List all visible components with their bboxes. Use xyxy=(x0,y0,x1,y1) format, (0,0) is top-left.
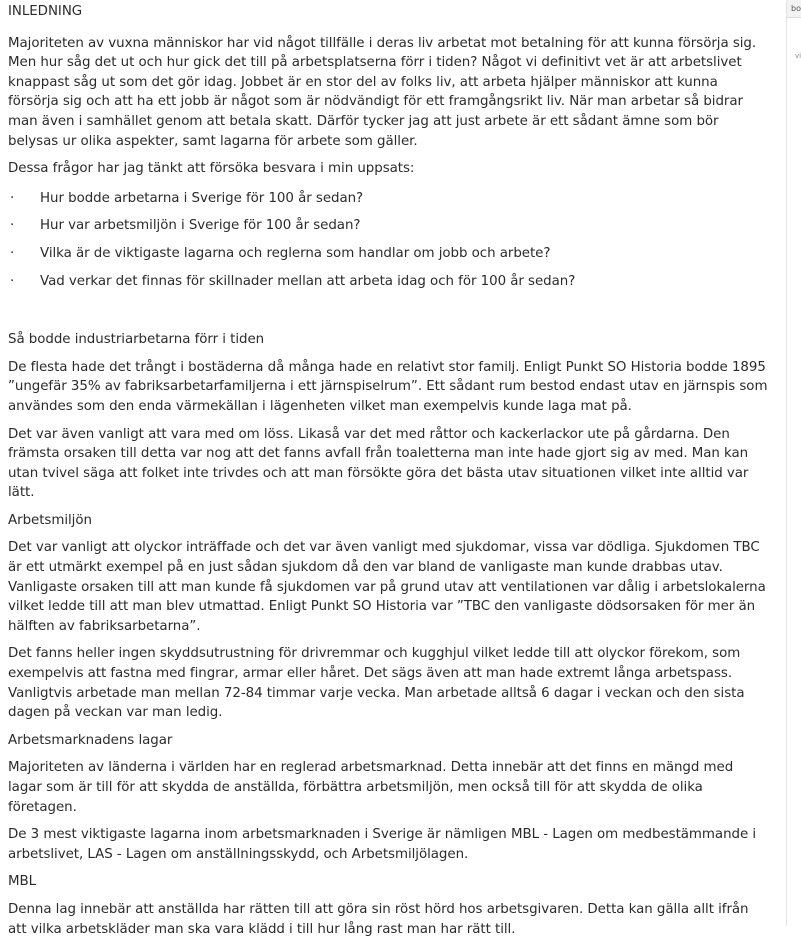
bullet-icon: · xyxy=(10,245,15,261)
question-text: Hur bodde arbetarna i Sverige för 100 år sedan? xyxy=(40,190,364,206)
labor-law-paragraph: De 3 mest viktigaste lagarna inom arbetsmarknaden i Sverige är nämligen MBL - Lagen om medbestämmande i arbetslivet, LAS - Lagen om anställningsskydd, och Arbetsmiljölagen. xyxy=(8,827,757,862)
questions-intro: Dessa frågor har jag tänkt att försöka besvara i min uppsats: xyxy=(8,161,415,177)
work-env-paragraph: Det var vanligt att olyckor inträffade och det var även vanligt med sjukdomar, vissa var dödliga. Sjukdomen TBC är ett utmärkt exempel på en just sådan sjukdom då den var bland de vanligaste man kunde drabbas utav. Vanligaste orsaken till att man kunde få sjukdomen var på grund utav att ventilationen var dålig i arbetslokalerna vilket ledde till att man blev utmattad. Enligt Punkt SO Historia var ”TBC den vanligaste dödsorsaken för mer än hälften av fabriksarbetarna”. xyxy=(8,540,766,634)
document-body xyxy=(8,0,768,947)
labor-law-paragraph: Majoriteten av länderna i världen har en reglerad arbetsmarknad. Detta innebär att det finns en mängd med lagar som är till för att skydda de anställda, förbättra arbetsmiljön, men också till för att skydda de olika företagen. xyxy=(8,760,734,815)
labor-law-heading: Arbetsmarknadens lagar xyxy=(8,732,173,748)
intro-paragraph: Majoriteten av vuxna människor har vid något tillfälle i deras liv arbetat mot betalning för att kunna försörja sig. Men hur såg det ut och hur gick det till på arbetsplatserna förr i tiden? Något vi definitivt vet är att arbetslivet knappast såg ut som det gör idag. Jobbet är en stor del av folks liv, att arbeta hjälper människor att kunna försörja sig och att ha ett jobb är något som är nödvändigt för ett framgångsrikt liv. När man arbetar så bidrar man även i samhället genom att betala skatt. Därför tycker jag att just arbete är ett sådant ämne som bör belysas ur olika aspekter, samt lagarna för arbete som gäller. xyxy=(8,35,757,149)
intro-heading: INLEDNING xyxy=(8,4,83,19)
housing-paragraph: Det var även vanligt att vara med om löss. Likaså var det med råttor och kackerlackor ute på gårdarna. Den främsta orsaken till detta var nog att det fanns avfall från toaletterna man inte hade gjort sig av med. Man kan utan tvivel säga att folket inte trivdes och att man försökte göra det bästa utav situationen vilket inte alltid var lätt. xyxy=(8,426,749,501)
bullet-icon: · xyxy=(10,273,15,289)
side-panel xyxy=(786,0,801,926)
question-text: Vilka är de viktigaste lagarna och reglerna som handlar om jobb och arbete? xyxy=(40,245,551,261)
work-env-heading: Arbetsmiljön xyxy=(8,512,92,528)
question-item xyxy=(8,216,768,236)
bullet-icon: · xyxy=(10,218,15,234)
mbl-paragraph: Denna lag innebär att anställda har rätten till att göra sin röst hörd hos arbetsgivaren. Detta kan gälla allt ifrån att vilka arbetskläder man ska vara klädd i till hur lång rast man har rätt till. xyxy=(8,901,749,937)
question-text: Hur var arbetsmiljön i Sverige för 100 år sedan? xyxy=(40,218,361,234)
mbl-heading: MBL xyxy=(8,874,37,890)
question-item xyxy=(8,189,768,209)
housing-heading: Så bodde industriarbetarna förr i tiden xyxy=(8,332,265,348)
side-panel-snippet: vi xyxy=(795,52,801,60)
question-item xyxy=(8,244,768,264)
side-panel-tab[interactable]: bo xyxy=(787,0,801,18)
section-spacer xyxy=(8,299,768,330)
work-env-paragraph: Det fanns heller ingen skyddsutrustning för drivremmar och kugghjul vilket ledde till att olyckor förekom, som exempelvis att fastna med fingrar, armar eller håret. Det sägs även att man hade extremt långa arbetspass. Vanligtvis arbetade man mellan 72-84 timmar varje vecka. Man arbetade alltså 6 dagar i veckan och den sista dagen på veckan var man ledig. xyxy=(8,646,745,721)
question-item xyxy=(8,272,768,292)
question-text: Vad verkar det finnas för skillnader mellan att arbeta idag och för 100 år sedan? xyxy=(40,273,576,289)
bullet-icon: · xyxy=(10,190,15,206)
question-list xyxy=(8,189,768,291)
housing-paragraph: De flesta hade det trångt i bostäderna då många hade en relativt stor familj. Enligt Punkt SO Historia bodde 1895 ”ungefär 35% av fabriksarbetarfamiljerna i ett järnspiselrum”. Ett sådant rum bestod endast utav en järnspis som användes som den enda värmekällan i lägenheten vilket man exempelvis kunde laga mat på. xyxy=(8,359,768,414)
